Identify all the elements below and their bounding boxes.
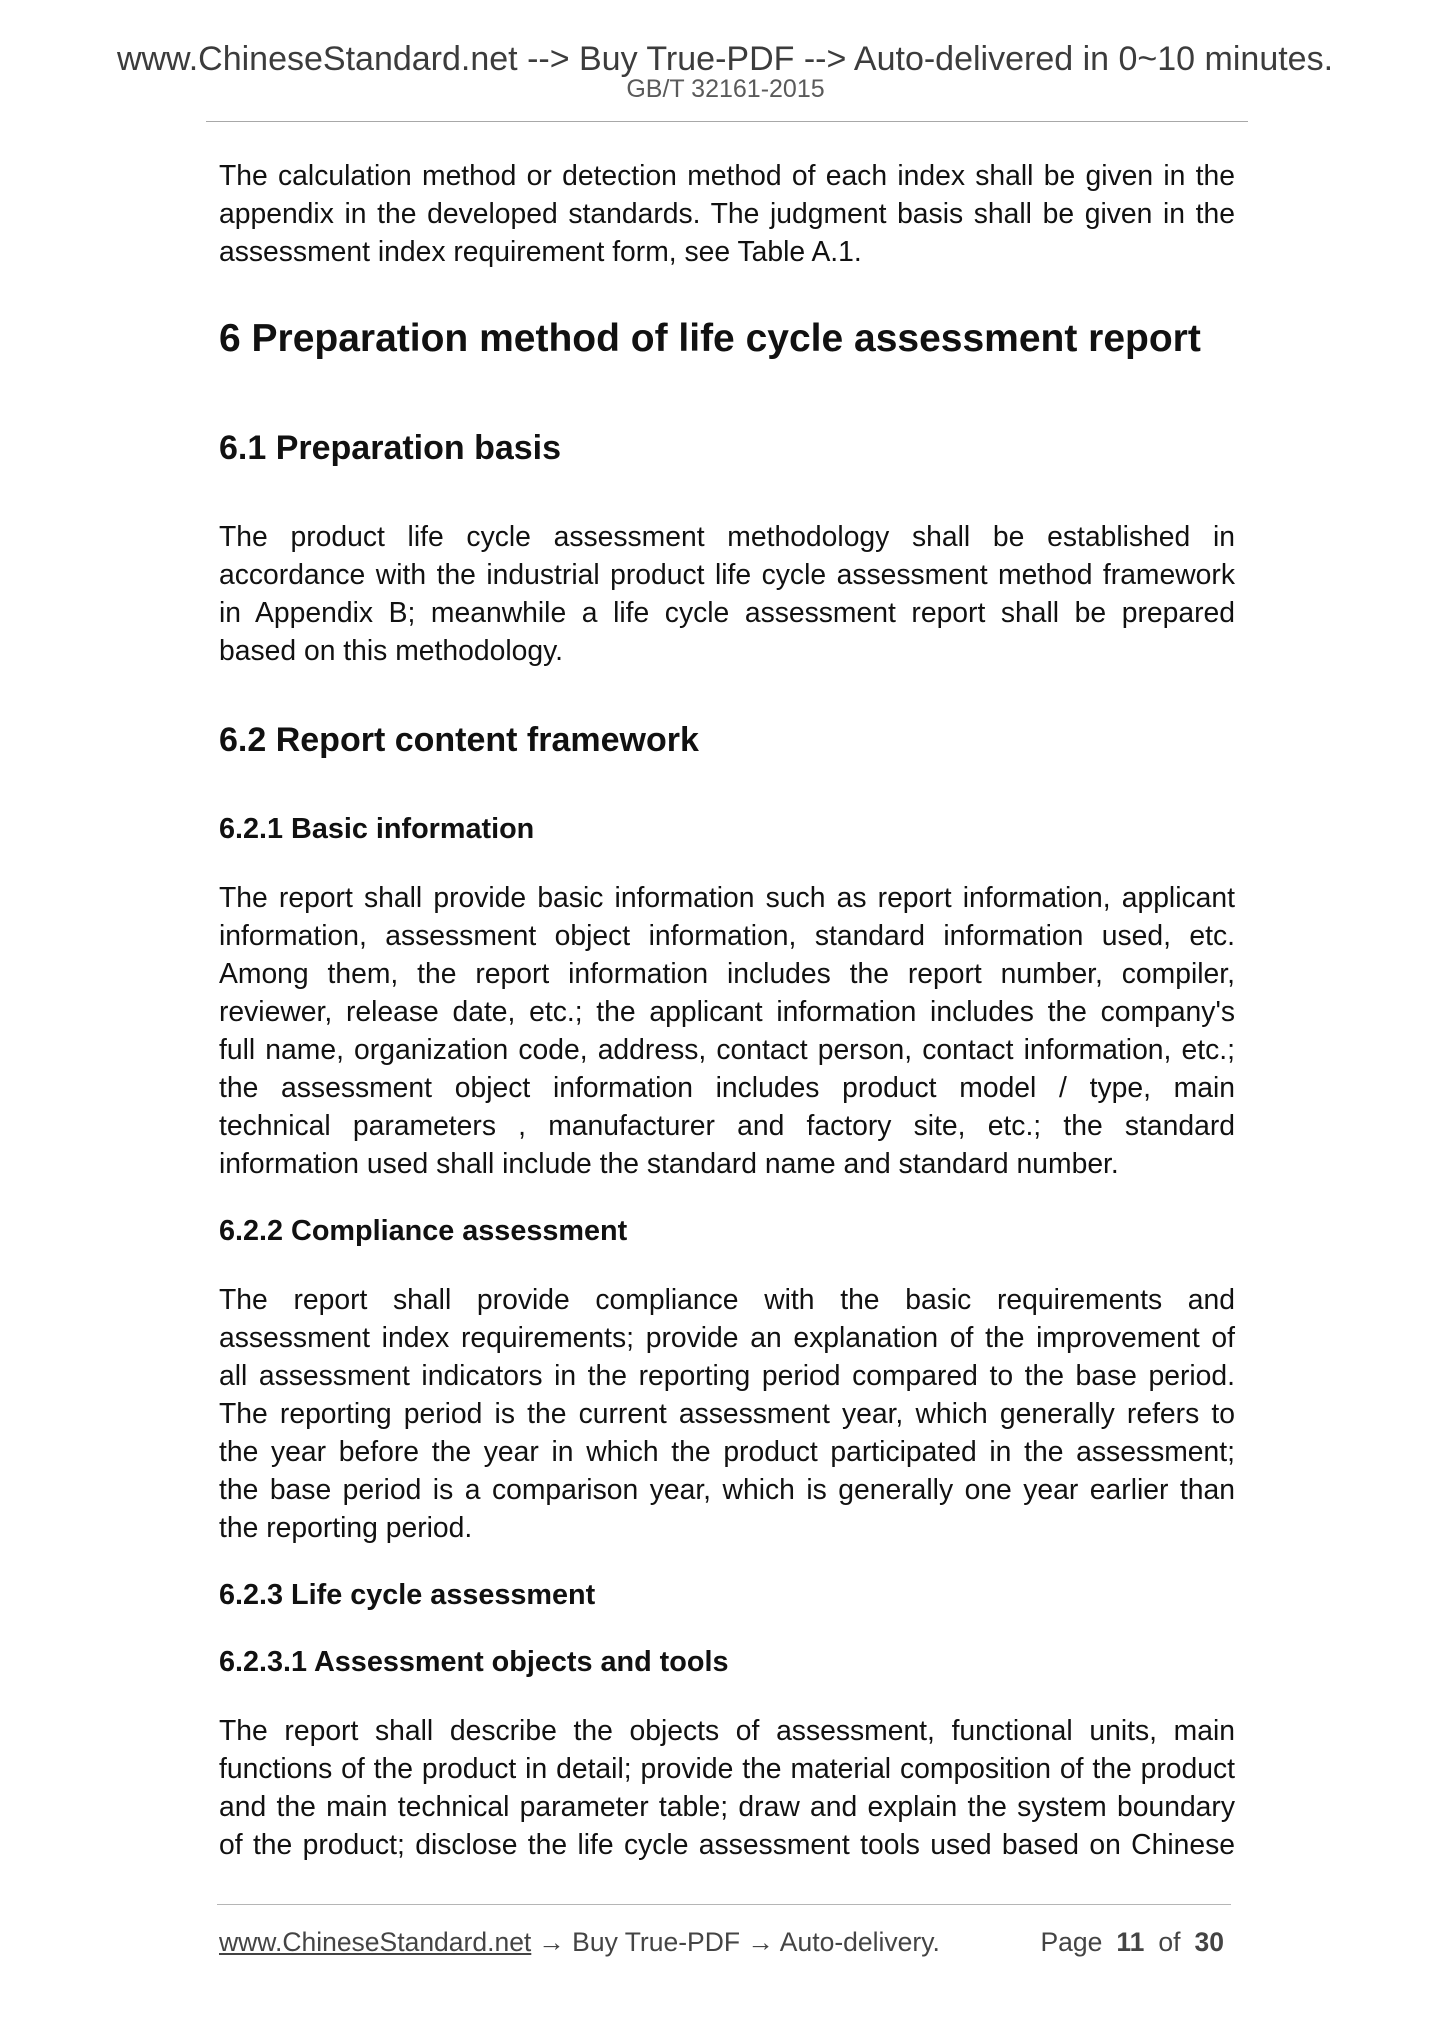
current-page-number: 11: [1116, 1927, 1145, 1957]
intro-paragraph: [219, 156, 1235, 270]
section-6-2-3-heading: 6.2.3 Life cycle assessment: [219, 1579, 596, 1611]
footer-tagline: → Buy True-PDF → Auto-delivery.: [538, 1927, 940, 1957]
paragraph-line: reviewer, release date, etc.; the applicant information includes the company's: [219, 995, 1235, 1027]
section-6-2-1-paragraph: [219, 878, 1235, 1182]
paragraph-line: the reporting period.: [219, 1511, 473, 1543]
paragraph-line: The report shall describe the objects of assessment, functional units, main: [219, 1714, 1235, 1746]
section-6-1-heading: 6.1 Preparation basis: [219, 429, 562, 467]
paragraph-line: The report shall provide compliance with the basic requirements and: [219, 1283, 1235, 1315]
paragraph-line: functions of the product in detail; provide the material composition of the product: [219, 1752, 1235, 1784]
paragraph-line: based on this methodology.: [219, 634, 563, 666]
paragraph-line: full name, organization code, address, contact person, contact information, etc.;: [219, 1033, 1235, 1065]
site-link[interactable]: www.ChineseStandard.net: [219, 1927, 532, 1957]
paragraph-line: The product life cycle assessment methodology shall be established in: [219, 520, 1235, 552]
page-indicator: [1041, 1925, 1225, 1959]
total-page-number: 30: [1194, 1927, 1224, 1957]
paragraph-line: accordance with the industrial product life cycle assessment method framework: [219, 558, 1235, 590]
paragraph-line: appendix in the developed standards. The judgment basis shall be given in the: [219, 197, 1235, 229]
paragraph-line: technical parameters , manufacturer and factory site, etc.; the standard: [219, 1109, 1235, 1141]
section-6-1-paragraph: [219, 517, 1235, 669]
paragraph-line: The calculation method or detection method of each index shall be given in the: [219, 159, 1235, 191]
paragraph-line: the base period is a comparison year, which is generally one year earlier than: [219, 1473, 1235, 1505]
standard-number: GB/T 32161-2015: [626, 75, 825, 103]
paragraph-line: assessment index requirements; provide an explanation of the improvement of: [219, 1321, 1235, 1353]
footer-divider: [217, 1904, 1231, 1905]
paragraph-line: Among them, the report information includes the report number, compiler,: [219, 957, 1235, 989]
paragraph-line: The reporting period is the current assessment year, which generally refers to: [219, 1397, 1235, 1429]
of-label: of: [1158, 1927, 1181, 1957]
section-6-2-2-paragraph: [219, 1280, 1235, 1546]
section-6-2-3-1-paragraph: [219, 1711, 1235, 1863]
section-6-2-2-heading: 6.2.2 Compliance assessment: [219, 1215, 628, 1247]
promo-banner: www.ChineseStandard.net --> Buy True-PDF --> Auto-delivered in 0~10 minutes.: [116, 40, 1334, 78]
paragraph-line: information used shall include the standard name and standard number.: [219, 1147, 1119, 1179]
paragraph-line: and the main technical parameter table; draw and explain the system boundary: [219, 1790, 1235, 1822]
paragraph-line: information, assessment object information, standard information used, etc.: [219, 919, 1235, 951]
paragraph-line: the year before the year in which the product participated in the assessment;: [219, 1435, 1235, 1467]
section-6-2-1-heading: 6.2.1 Basic information: [219, 813, 535, 845]
paragraph-line: all assessment indicators in the reporting period compared to the base period.: [219, 1359, 1235, 1391]
page-footer: [219, 1925, 1224, 1959]
paragraph-line: in Appendix B; meanwhile a life cycle assessment report shall be prepared: [219, 596, 1235, 628]
section-6-2-heading: 6.2 Report content framework: [219, 721, 699, 759]
page-label: Page: [1040, 1927, 1103, 1957]
footer-left: [219, 1925, 940, 1959]
paragraph-line: assessment index requirement form, see Table A.1.: [219, 235, 862, 267]
paragraph-line: of the product; disclose the life cycle assessment tools used based on Chinese: [219, 1828, 1235, 1860]
section-6-2-3-1-heading: 6.2.3.1 Assessment objects and tools: [219, 1646, 729, 1678]
header-divider: [206, 121, 1248, 122]
paragraph-line: The report shall provide basic information such as report information, applicant: [219, 881, 1235, 913]
section-6-heading: 6 Preparation method of life cycle assessment report: [219, 317, 1201, 360]
paragraph-line: the assessment object information includes product model / type, main: [219, 1071, 1235, 1103]
